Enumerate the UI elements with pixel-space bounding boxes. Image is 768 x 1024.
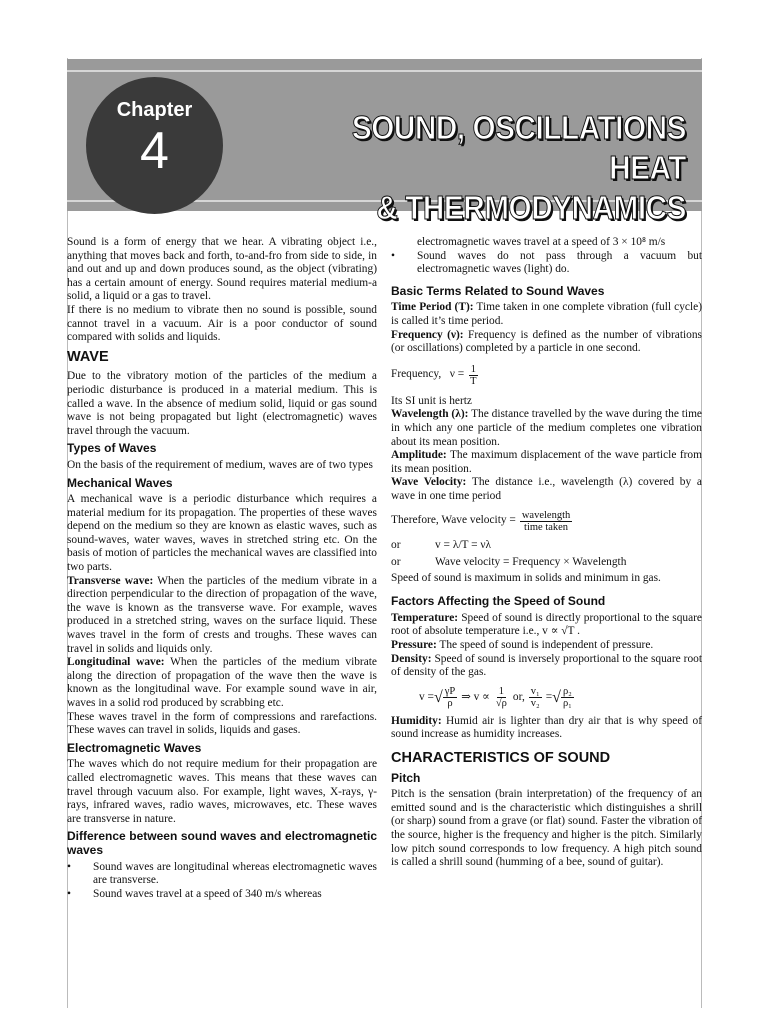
- bullet-text: Sound waves do not pass through a vacuum but electromagnetic waves (light) do.: [417, 249, 702, 276]
- bullet-marker: •: [391, 249, 395, 262]
- or-label: or: [391, 538, 401, 551]
- wave-paragraph: Due to the vibratory motion of the particles of the medium a periodic disturbance is produced in a material medium. This is called a wave. In the absence of medium solid, liquid or gas sound wave is not being propagated but light (electromagnetic) waves travel through the vacuum.: [67, 370, 377, 437]
- formula-lhs: ν =: [449, 368, 465, 381]
- time-period-term: Time Period (T):: [391, 301, 474, 314]
- formula-expression: Wave velocity = Frequency × Wavelength: [435, 556, 627, 569]
- humidity-text: Humid air is lighter than dry air that is why speed of sound increase as humidity increases.: [391, 714, 702, 741]
- velocity-relation-2: [391, 556, 702, 570]
- chapter-label: Chapter: [116, 99, 193, 121]
- transverse-wave-paragraph: [67, 575, 377, 657]
- time-period-paragraph: [391, 301, 702, 328]
- list-item: [391, 236, 702, 250]
- electromagnetic-paragraph: The waves which do not require medium for their propagation are called electromagnetic waves. This means that these waves can travel through vacuum also. For example, light waves, X-rays, γ-rays, infrared waves, radio waves, microwaves, etc. These waves are transverse in nature.: [67, 758, 377, 825]
- density-paragraph: [391, 653, 702, 680]
- bullet-text: Sound waves travel at a speed of 340 m/s whereas: [93, 887, 322, 900]
- amplitude-text: The maximum displacement of the wave particle from its mean position.: [391, 449, 702, 475]
- longitudinal-wave-paragraph: [67, 656, 377, 710]
- density-text: Speed of sound is inversely proportional to the square root of density of the gas.: [391, 652, 702, 679]
- right-column: [391, 236, 702, 870]
- pitch-heading: Pitch: [391, 770, 421, 785]
- implies-expression: ⇒ v ∝: [461, 690, 490, 703]
- amplitude-paragraph: [391, 449, 702, 476]
- wave-velocity-term: Wave Velocity:: [391, 476, 467, 489]
- speed-of-sound-text: Speed of sound is maximum in solids and minimum in gas.: [391, 571, 661, 584]
- chapter-title: [308, 108, 686, 228]
- mechanical-paragraph: A mechanical wave is a periodic disturbance which requires a material medium for its propagation. The properties of these waves depend on the medium so they are known as elastic waves, such as sound-waves, water waves, waves in stretched string etc. On the basis of motion of particles the mechanical waves are classified into two parts.: [67, 493, 377, 574]
- humidity-paragraph: [391, 715, 702, 742]
- fraction: $\frac{\text{ρ₂}}{\text{ρ₁}}$: [562, 685, 572, 709]
- list-item: [67, 888, 377, 902]
- chapter-badge: [86, 77, 223, 214]
- longitudinal-text: When the particles of the medium vibrate along the direction of propagation of the wave then the wave is known as the longitudinal wave. For example sound wave in air, waves in a solid rod produced by scrabbing etc.: [67, 656, 377, 709]
- fraction: $\frac{1}{√\rho}$: [495, 685, 507, 709]
- or-label: or,: [512, 690, 525, 703]
- wave-velocity-text: The distance i.e., wavelength (λ) covered by a wave in one time period: [391, 476, 702, 502]
- intro-paragraph-2: If there is no medium to vibrate then no sound is possible, sound cannot travel in a vacuum. Air is a poor conductor of sound compared with solids and liquids.: [67, 303, 377, 344]
- factors-heading: Factors Affecting the Speed of Sound: [391, 594, 606, 609]
- wave-heading: WAVE: [67, 348, 109, 365]
- frequency-term: Frequency (ν):: [391, 328, 464, 341]
- chapter-title-line-1: SOUND, OSCILLATIONS HEAT: [351, 109, 686, 186]
- wavelength-text: The distance travelled by the wave during the time in which any one particle of the medium completes one vibration about its mean position.: [391, 408, 702, 448]
- bullet-marker: •: [67, 887, 71, 900]
- basic-terms-heading: Basic Terms Related to Sound Waves: [391, 283, 605, 298]
- density-formula: [419, 686, 702, 709]
- formula-expression: v = λ/T = νλ: [435, 538, 492, 551]
- formula-label: Therefore, Wave velocity =: [391, 514, 516, 527]
- velocity-relation-1: [391, 539, 702, 553]
- density-term: Density:: [391, 652, 432, 665]
- sqrt-sign: √: [552, 688, 561, 706]
- wave-velocity-paragraph: [391, 476, 702, 503]
- wavelength-term: Wavelength (λ):: [391, 408, 469, 421]
- characteristics-heading: CHARACTERISTICS OF SOUND: [391, 750, 611, 767]
- frequency-paragraph: [391, 329, 702, 356]
- fraction: $\frac{\gamma P}{\rho}$: [444, 685, 456, 709]
- wavelength-paragraph: [391, 408, 702, 449]
- bullet-continuation: electromagnetic waves travel at a speed of 3 × 10⁸ m/s: [417, 236, 666, 248]
- time-period-text: Time taken in one complete vibration (full cycle) is called it’s time period.: [391, 301, 702, 327]
- fraction: $\frac{\text{wavelength}}{\text{time taken}}$: [521, 509, 571, 533]
- longitudinal-term: Longitudinal wave:: [67, 656, 165, 669]
- mechanical-waves-heading: Mechanical Waves: [67, 475, 173, 490]
- list-item: [67, 861, 377, 888]
- chapter-number: 4: [140, 122, 169, 180]
- formula-lhs: v =: [419, 690, 434, 703]
- pressure-text: The speed of sound is independent of pressure.: [436, 639, 654, 652]
- transverse-term: Transverse wave:: [67, 574, 154, 587]
- chapter-title-line-2: & THERMODYNAMICS: [376, 189, 686, 226]
- bullet-text: Sound waves are longitudinal whereas electromagnetic waves are transverse.: [93, 860, 377, 887]
- pressure-term: Pressure:: [391, 639, 437, 652]
- frequency-formula: [391, 364, 702, 387]
- pressure-paragraph: [391, 639, 702, 653]
- header-divider-top: [67, 70, 702, 72]
- fraction: $\frac{\text{v₁}}{\text{v₂}}$: [530, 685, 540, 709]
- transverse-text: When the particles of the medium vibrate in a direction perpendicular to the direction of propagation of the wave, the wave is known as the transverse wave. For example, waves produced in a stretched string, waves on the surface liquid. These waves travel in the form of crests and troughs. These waves can travel in solids and liquids only.: [67, 574, 377, 655]
- temperature-text: Speed of sound is directly proportional to the square root of absolute temperature i.e., v ∝ √T .: [391, 611, 702, 638]
- si-unit-text: Its SI unit is hertz: [391, 394, 472, 407]
- pitch-paragraph: Pitch is the sensation (brain interpretation) of the frequency of an emitted sound and is the characteristic which distinguishes a shrill (or sharp) sound from a grave (or flat) sound. Faster the vibration of the source, higher is the frequency and higher is the pitch. Similarly low pitch sound corresponds to low frequency. A high pitch sound is called a shrill sound (humming of a bee, sound of guitar).: [391, 788, 702, 869]
- longitudinal-paragraph-2: These waves travel in the form of compressions and rarefactions. These waves can travel in solids, liquids and gases.: [67, 710, 377, 737]
- types-paragraph: On the basis of the requirement of medium, waves are of two types: [67, 458, 373, 471]
- or-label: or: [391, 556, 401, 569]
- bullet-marker: •: [67, 860, 71, 873]
- frequency-text: Frequency is defined as the number of vibrations (or oscillations) completed by a particle in one second.: [391, 328, 702, 355]
- list-item: [391, 250, 702, 277]
- amplitude-term: Amplitude:: [391, 449, 447, 462]
- wave-velocity-formula: [391, 510, 702, 533]
- left-column: [67, 236, 377, 901]
- equals-sign: =: [545, 690, 553, 703]
- temperature-paragraph: [391, 612, 702, 639]
- difference-heading: Difference between sound waves and electromagnetic waves: [67, 829, 377, 857]
- temperature-term: Temperature:: [391, 611, 459, 624]
- electromagnetic-waves-heading: Electromagnetic Waves: [67, 740, 202, 755]
- humidity-term: Humidity:: [391, 714, 442, 727]
- fraction: $\frac{1}{T}$: [470, 363, 477, 387]
- intro-paragraph-1: Sound is a form of energy that we hear. A vibrating object i.e., anything that moves back and forth, to-and-fro from side to side, in and out and up and down produces sound, as the object (vibrating) has a certain amount of energy. Sound requires material medium-a solid, a liquid or a gas to travel.: [67, 236, 377, 303]
- types-of-waves-heading: Types of Waves: [67, 441, 157, 456]
- formula-label: Frequency,: [391, 368, 442, 381]
- sqrt-sign: √: [433, 688, 443, 706]
